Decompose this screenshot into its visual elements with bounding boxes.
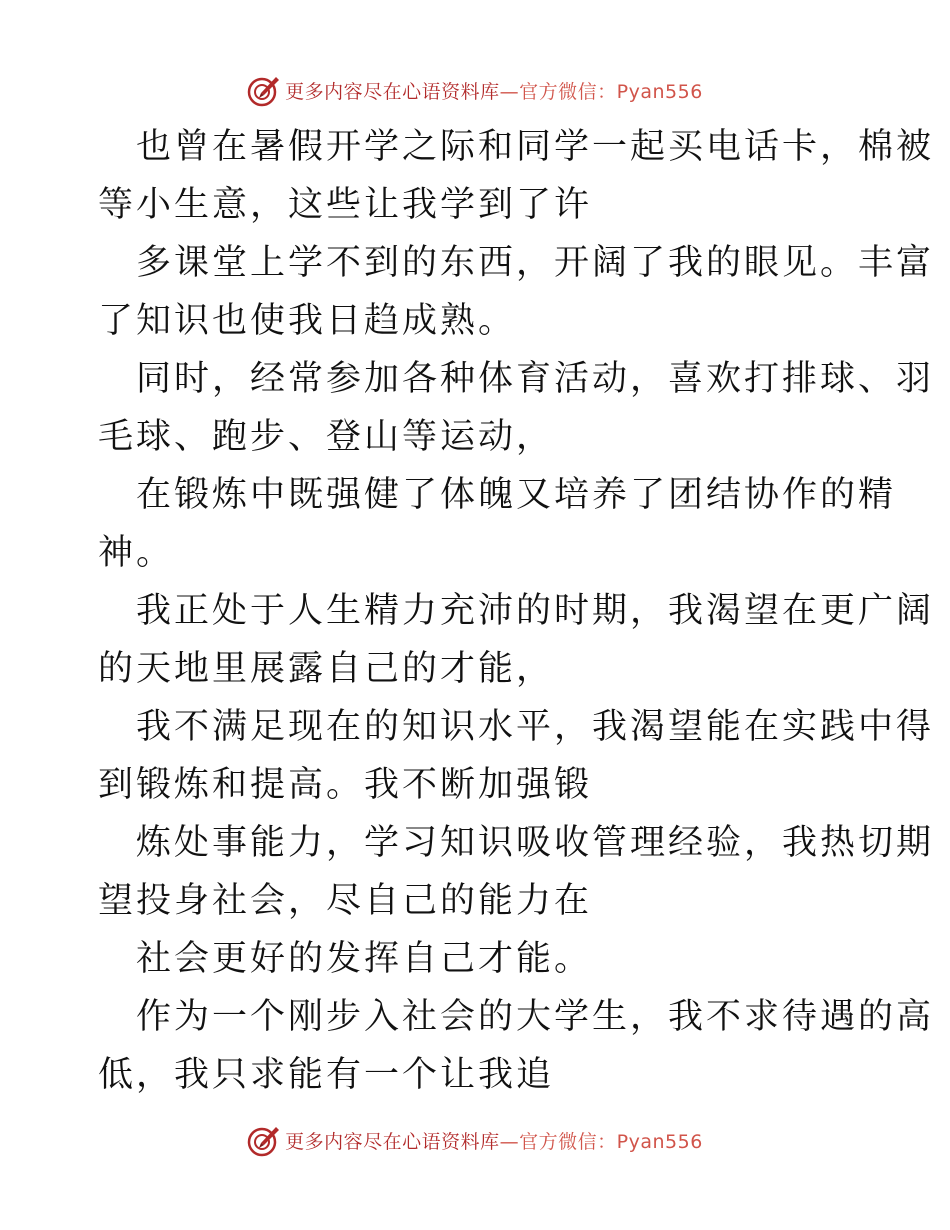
pen-logo-icon — [247, 73, 281, 107]
paragraph-line: 望投身社会，尽自己的能力在 — [98, 881, 593, 921]
pen-logo-icon — [247, 1123, 281, 1157]
paragraph-line: 的天地里展露自己的才能， — [98, 649, 555, 689]
paragraph-line: 了知识也使我日趋成熟。 — [98, 301, 517, 341]
paragraph-line: 毛球、跑步、登山等运动， — [98, 417, 555, 457]
footer-banner — [0, 1120, 950, 1160]
paragraph-line: 到锻炼和提高。我不断加强锻 — [98, 765, 593, 805]
paragraph-line: 社会更好的发挥自己才能。 — [136, 939, 593, 979]
paragraph-line: 炼处事能力，学习知识吸收管理经验，我热切期 — [136, 823, 935, 863]
paragraph-line: 低，我只求能有一个让我追 — [98, 1055, 555, 1095]
paragraph-line: 我正处于人生精力充沛的时期，我渴望在更广阔 — [136, 591, 935, 631]
document-body — [98, 118, 935, 1104]
header-banner-text: 更多内容尽在心语资料库—官方微信：Pyan556 — [285, 80, 703, 103]
paragraph-line: 也曾在暑假开学之际和同学一起买电话卡，棉被 — [136, 127, 935, 167]
paragraph-line: 我不满足现在的知识水平，我渴望能在实践中得 — [136, 707, 935, 747]
paragraph-line: 神。 — [98, 533, 175, 573]
paragraph-line: 作为一个刚步入社会的大学生，我不求待遇的高 — [136, 997, 935, 1037]
paragraph-line: 在锻炼中既强健了体魄又培养了团结协作的精 — [136, 475, 897, 515]
header-banner — [0, 70, 950, 110]
footer-banner-text: 更多内容尽在心语资料库—官方微信：Pyan556 — [285, 1130, 703, 1153]
paragraph-line: 多课堂上学不到的东西，开阔了我的眼见。丰富 — [136, 243, 935, 283]
paragraph-line: 同时，经常参加各种体育活动，喜欢打排球、羽 — [136, 359, 935, 399]
paragraph-line: 等小生意，这些让我学到了许 — [98, 185, 593, 225]
